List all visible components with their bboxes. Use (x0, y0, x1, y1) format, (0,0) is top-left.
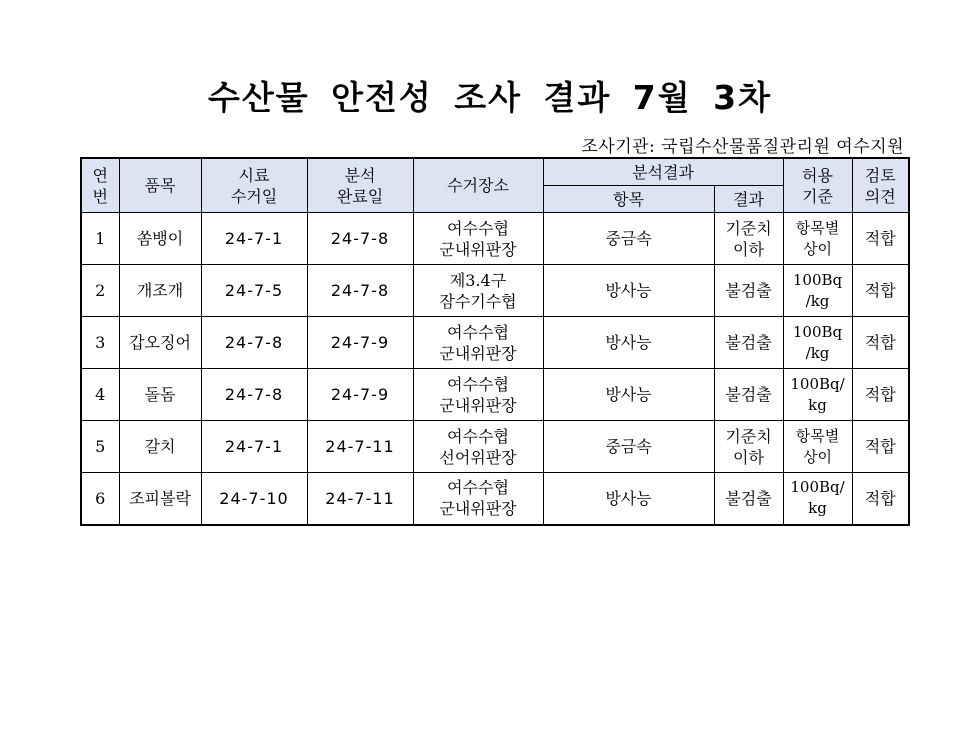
cell-result (714, 473, 783, 525)
location-line-1: 여수수협 (447, 218, 509, 238)
cell-result (714, 369, 783, 421)
cell-opinion: 적합 (852, 213, 909, 265)
header-no: 연 번 (81, 158, 119, 213)
table-header (81, 158, 909, 213)
result-line-1: 불검출 (725, 281, 772, 300)
cell-analyte: 중금속 (543, 213, 714, 265)
result-line-1: 기준치 (725, 218, 772, 238)
cell-opinion: 적합 (852, 317, 909, 369)
limit-line-2: 상이 (803, 239, 832, 258)
header-location: 수거장소 (413, 158, 543, 213)
cell-item: 쏨뱅이 (119, 213, 201, 265)
result-line-2: 이하 (733, 447, 764, 467)
cell-item: 돌돔 (119, 369, 201, 421)
location-line-1: 여수수협 (447, 322, 509, 342)
cell-sample-date: 24-7-10 (201, 473, 307, 525)
header-result-item: 항목 (543, 186, 714, 213)
location-line-2: 군내위판장 (439, 395, 517, 415)
result-line-1: 기준치 (725, 426, 772, 446)
document-title: 수산물 안전성 조사 결과 7월 3차 (208, 78, 772, 117)
cell-sample-date: 24-7-1 (201, 213, 307, 265)
cell-no: 2 (81, 265, 119, 317)
table-row (81, 421, 909, 473)
header-result-value: 결과 (714, 186, 783, 213)
cell-analysis-date: 24-7-8 (307, 213, 413, 265)
cell-result (714, 421, 783, 473)
cell-analyte: 방사능 (543, 369, 714, 421)
cell-analysis-date: 24-7-11 (307, 473, 413, 525)
header-result-group: 분석결과 (543, 158, 783, 186)
cell-opinion: 적합 (852, 265, 909, 317)
limit-line-2: kg (808, 395, 827, 414)
limit-line-2: 상이 (803, 447, 832, 466)
cell-opinion: 적합 (852, 369, 909, 421)
cell-no: 3 (81, 317, 119, 369)
cell-limit (783, 421, 852, 473)
header-item: 품목 (119, 158, 201, 213)
location-line-1: 여수수협 (447, 478, 509, 498)
cell-analysis-date: 24-7-9 (307, 317, 413, 369)
cell-location (413, 473, 543, 525)
cell-item: 갑오징어 (119, 317, 201, 369)
survey-agency: 조사기관: 국립수산물품질관리원 여수지원 (581, 137, 904, 157)
result-line-1: 불검출 (725, 385, 772, 404)
cell-no: 4 (81, 369, 119, 421)
table-row (81, 265, 909, 317)
cell-analyte: 중금속 (543, 421, 714, 473)
cell-opinion: 적합 (852, 473, 909, 525)
cell-item: 개조개 (119, 265, 201, 317)
header-sample-date: 시료 수거일 (201, 158, 307, 213)
cell-location (413, 213, 543, 265)
limit-line-1: 항목별 (795, 426, 840, 445)
table-body (81, 213, 909, 525)
cell-limit (783, 473, 852, 525)
location-line-2: 군내위판장 (439, 239, 517, 259)
location-line-1: 여수수협 (447, 374, 509, 394)
header-limit: 허용 기준 (783, 158, 852, 213)
location-line-2: 군내위판장 (439, 499, 517, 519)
location-line-1: 제3.4구 (449, 270, 507, 290)
limit-line-1: 100Bq/ (790, 374, 845, 393)
limit-line-2: /kg (805, 291, 830, 310)
limit-line-1: 100Bq/ (790, 478, 845, 497)
cell-analysis-date: 24-7-11 (307, 421, 413, 473)
cell-opinion: 적합 (852, 421, 909, 473)
location-line-1: 여수수협 (447, 426, 509, 446)
table-row (81, 473, 909, 525)
cell-analysis-date: 24-7-8 (307, 265, 413, 317)
cell-location (413, 369, 543, 421)
limit-line-2: kg (808, 499, 827, 518)
cell-limit (783, 317, 852, 369)
cell-analyte: 방사능 (543, 317, 714, 369)
cell-limit (783, 213, 852, 265)
header-analysis-date: 분석 완료일 (307, 158, 413, 213)
location-line-2: 잠수기수협 (439, 291, 517, 311)
cell-location (413, 421, 543, 473)
location-line-2: 선어위판장 (439, 447, 517, 467)
cell-no: 5 (81, 421, 119, 473)
cell-result (714, 213, 783, 265)
result-line-2: 이하 (733, 239, 764, 259)
cell-analyte: 방사능 (543, 473, 714, 525)
cell-analysis-date: 24-7-9 (307, 369, 413, 421)
result-line-1: 불검출 (725, 488, 772, 508)
cell-result (714, 265, 783, 317)
limit-line-1: 100Bq (792, 270, 843, 289)
table-row (81, 317, 909, 369)
cell-location (413, 317, 543, 369)
cell-item: 조피볼락 (119, 473, 201, 525)
cell-limit (783, 265, 852, 317)
cell-analyte: 방사능 (543, 265, 714, 317)
cell-sample-date: 24-7-8 (201, 369, 307, 421)
cell-item: 갈치 (119, 421, 201, 473)
result-line-1: 불검출 (725, 333, 772, 352)
cell-no: 6 (81, 473, 119, 525)
limit-line-1: 항목별 (795, 218, 840, 237)
header-review: 검토 의견 (852, 158, 909, 213)
cell-sample-date: 24-7-8 (201, 317, 307, 369)
results-table (80, 157, 910, 526)
location-line-2: 군내위판장 (439, 343, 517, 363)
cell-sample-date: 24-7-5 (201, 265, 307, 317)
cell-location (413, 265, 543, 317)
table-row (81, 213, 909, 265)
cell-no: 1 (81, 213, 119, 265)
limit-line-2: /kg (805, 343, 830, 362)
limit-line-1: 100Bq (792, 322, 843, 341)
cell-result (714, 317, 783, 369)
table-row (81, 369, 909, 421)
cell-sample-date: 24-7-1 (201, 421, 307, 473)
cell-limit (783, 369, 852, 421)
